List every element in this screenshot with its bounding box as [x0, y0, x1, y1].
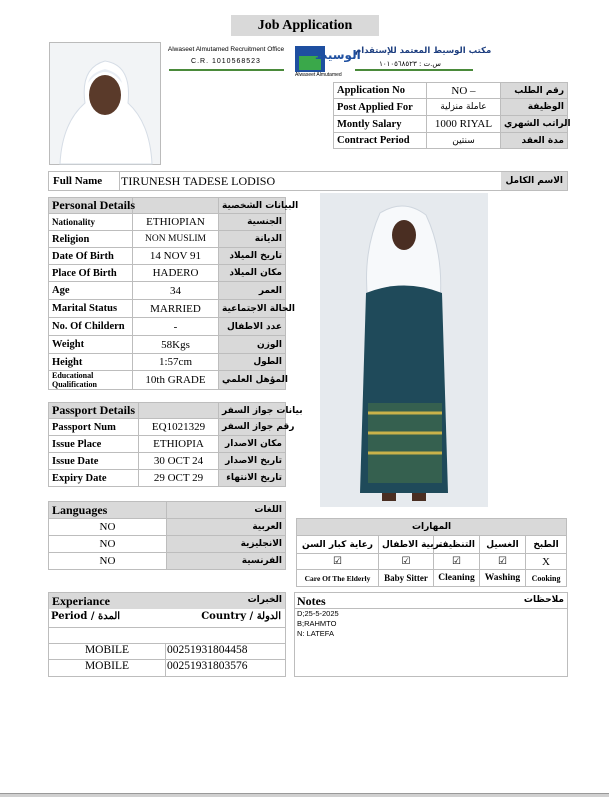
personal-value: 14 NOV 91: [133, 248, 219, 265]
application-value: عاملة منزلية: [427, 99, 501, 116]
languages-table: [48, 501, 286, 570]
skill-label: Washing: [480, 570, 526, 587]
notes-title: Notes: [297, 594, 326, 608]
skill-label: Cooking: [526, 570, 567, 587]
personal-title: Personal Details: [49, 198, 133, 214]
skill-checkbox-icon: ☑: [379, 554, 434, 570]
skill-checkbox-icon: ☑: [434, 554, 480, 570]
language-value: NO: [49, 553, 167, 570]
passport-label: Passport Num: [49, 419, 139, 436]
personal-label: Date Of Birth: [49, 248, 133, 265]
experience-title: Experiance: [52, 594, 110, 608]
personal-label-ar: الجنسية: [219, 214, 286, 231]
application-label: Application No: [334, 83, 427, 99]
passport-label-ar: مكان الاصدار: [219, 436, 286, 453]
passport-value: 30 OCT 24: [139, 453, 219, 470]
personal-label: Educational Qualification: [49, 371, 133, 390]
personal-label-ar: العمر: [219, 282, 286, 300]
experience-period-cell: MOBILE: [84, 644, 130, 656]
office-name-en: Alwaseet Almutamed Recruitment Office: [167, 46, 285, 53]
personal-title-ar: البيانات الشخصية: [219, 198, 286, 214]
passport-label-ar: تاريخ الانتهاء: [219, 470, 286, 487]
applicant-portrait-photo: [49, 42, 161, 165]
skill-cross-icon: X: [526, 554, 567, 570]
application-label: Contract Period: [334, 133, 427, 149]
personal-value: 10th GRADE: [133, 371, 219, 390]
skill-label-ar: تربية الاطفال: [379, 536, 434, 554]
passport-label: Issue Date: [49, 453, 139, 470]
notes-title-ar: ملاحظات: [523, 595, 564, 605]
experience-country-cell: 00251931804458: [167, 644, 248, 656]
experience-section: [48, 592, 286, 677]
application-value: 1000 RIYAL: [427, 116, 501, 133]
applicant-full-body-photo: [320, 193, 488, 507]
personal-value: MARRIED: [133, 300, 219, 318]
skill-label-ar: الطبخ: [526, 536, 567, 554]
experience-period-cell: MOBILE: [84, 660, 130, 672]
application-table: [333, 82, 571, 149]
personal-label: No. Of Childern: [49, 318, 133, 336]
language-label-ar: الفرنسية: [167, 553, 286, 570]
application-label-ar: الراتب الشهري: [501, 116, 568, 133]
office-cr: C.R. 1010568523: [191, 58, 261, 65]
experience-country-cell: 00251931803576: [167, 660, 248, 672]
note-line: D;25-5-2025: [297, 609, 339, 618]
passport-title: Passport Details: [49, 403, 139, 419]
notes-section: [294, 592, 568, 677]
office-cr-ar: س.ت : ١٠١٠٥٦٨٥٢٣: [379, 60, 441, 68]
full-name-label-ar: الاسم الكامل: [501, 172, 567, 190]
personal-label: Marital Status: [49, 300, 133, 318]
note-line: N: LATEFA: [297, 629, 334, 638]
personal-value: NON MUSLIM: [133, 231, 219, 248]
personal-label-ar: تاريخ الميلاد: [219, 248, 286, 265]
application-label-ar: رقم الطلب: [501, 83, 568, 99]
application-label-ar: مدة العقد: [501, 133, 568, 149]
skill-label-ar: رعاية كبار السن: [297, 536, 379, 554]
personal-value: 34: [133, 282, 219, 300]
skill-label: Cleaning: [434, 570, 480, 587]
personal-label-ar: الوزن: [219, 336, 286, 354]
note-line: B;RAHMTO: [297, 619, 337, 628]
personal-label-ar: الحالة الاجتماعية: [219, 300, 286, 318]
personal-value: -: [133, 318, 219, 336]
skill-checkbox-icon: ☑: [297, 554, 379, 570]
full-name-row: [48, 171, 568, 191]
application-value: NO –: [427, 83, 501, 99]
passport-label: Issue Place: [49, 436, 139, 453]
bottom-divider: [0, 793, 609, 797]
language-label-ar: العربية: [167, 519, 286, 536]
personal-label-ar: المؤهل العلمي: [219, 371, 286, 390]
personal-details-table: [48, 197, 299, 390]
skill-checkbox-icon: ☑: [480, 554, 526, 570]
experience-title-ar: الخبرات: [247, 595, 282, 605]
full-name-value: TIRUNESH TADESE LODISO: [121, 174, 276, 188]
passport-label-ar: رقم جواز السفر: [219, 419, 286, 436]
passport-details-table: [48, 402, 303, 487]
office-name-ar: مكتب الوسيط المعتمد للإستقدام: [355, 46, 492, 56]
personal-label-ar: الطول: [219, 354, 286, 371]
personal-label: Nationality: [49, 214, 133, 231]
application-label: Montly Salary: [334, 116, 427, 133]
personal-label-ar: عدد الاطفال: [219, 318, 286, 336]
passport-label-ar: تاريخ الاصدار: [219, 453, 286, 470]
passport-label: Expiry Date: [49, 470, 139, 487]
full-name-label: Full Name: [49, 172, 120, 190]
language-value: NO: [49, 536, 167, 553]
skill-label: Baby Sitter: [379, 570, 434, 587]
skill-label: Care Of The Elderly: [297, 570, 379, 587]
passport-value: 29 OCT 29: [139, 470, 219, 487]
skill-label-ar: التنظيف: [434, 536, 480, 554]
personal-value: 1:57cm: [133, 354, 219, 371]
personal-label: Place Of Birth: [49, 265, 133, 282]
languages-title: Languages: [49, 502, 167, 519]
application-label: Post Applied For: [334, 99, 427, 116]
personal-value: 58Kgs: [133, 336, 219, 354]
languages-title-ar: اللغات: [167, 502, 286, 519]
passport-title-ar: بيانات جواز السفر: [219, 403, 286, 419]
personal-label: Age: [49, 282, 133, 300]
language-value: NO: [49, 519, 167, 536]
passport-value: ETHIOPIA: [139, 436, 219, 453]
personal-label-ar: الديانة: [219, 231, 286, 248]
language-label-ar: الانجليزية: [167, 536, 286, 553]
office-header: [165, 44, 492, 80]
skills-title-ar: المهارات: [297, 519, 567, 536]
personal-label: Religion: [49, 231, 133, 248]
personal-value: ETHIOPIAN: [133, 214, 219, 231]
experience-period-header: Period / المدة: [51, 611, 121, 622]
personal-value: HADERO: [133, 265, 219, 282]
application-value: سنتين: [427, 133, 501, 149]
application-label-ar: الوظيفة: [501, 99, 568, 116]
office-logo: الوسيط Alwaseet Almutamed: [295, 48, 361, 78]
experience-country-header: Country / الدولة: [201, 611, 281, 622]
page-title: Job Application: [231, 15, 379, 36]
personal-label: Weight: [49, 336, 133, 354]
personal-label: Height: [49, 354, 133, 371]
skill-label-ar: الغسيل: [480, 536, 526, 554]
personal-label-ar: مكان الميلاد: [219, 265, 286, 282]
skills-table: [296, 518, 567, 587]
passport-value: EQ1021329: [139, 419, 219, 436]
